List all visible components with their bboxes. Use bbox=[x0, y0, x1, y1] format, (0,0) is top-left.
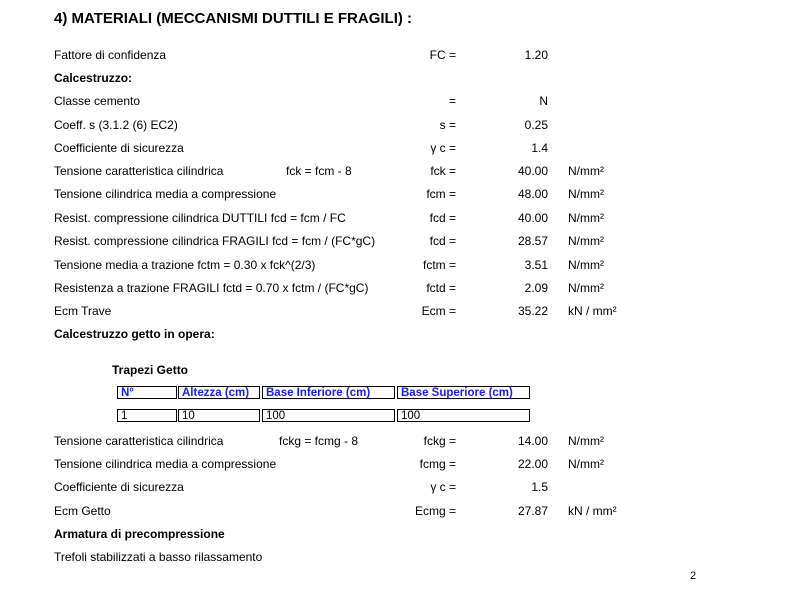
row-label: Classe cemento bbox=[54, 94, 141, 108]
row-symbol: γ c = bbox=[430, 141, 456, 155]
material-row bbox=[0, 433, 796, 449]
table-cell: 100 bbox=[262, 409, 395, 422]
table-cell: 100 bbox=[397, 409, 530, 422]
material-row bbox=[0, 117, 796, 133]
row-symbol: γ c = bbox=[430, 480, 456, 494]
table-header-cell: Base Inferiore (cm) bbox=[262, 386, 395, 399]
row-unit: N/mm² bbox=[568, 258, 604, 272]
row-value: 27.87 bbox=[517, 504, 548, 518]
row-value: 3.51 bbox=[524, 258, 548, 272]
row-value: 35.22 bbox=[517, 304, 548, 318]
row-unit: N/mm² bbox=[568, 457, 604, 471]
row-symbol: fck = bbox=[430, 164, 456, 178]
trapezi-title: Trapezi Getto bbox=[112, 363, 189, 377]
material-row bbox=[0, 549, 796, 565]
page-number: 2 bbox=[690, 570, 697, 582]
row-symbol: fckg = bbox=[423, 434, 456, 448]
row-value: 40.00 bbox=[517, 164, 548, 178]
row-value: 1.4 bbox=[531, 141, 548, 155]
row-value: 1.5 bbox=[531, 480, 548, 494]
row-formula: fck = fcm - 8 bbox=[286, 164, 352, 178]
table-header-cell: Base Superiore (cm) bbox=[397, 386, 530, 399]
row-unit: kN / mm² bbox=[568, 304, 617, 318]
row-unit: N/mm² bbox=[568, 281, 604, 295]
row-formula: fckg = fcmg - 8 bbox=[279, 434, 359, 448]
row-value: 40.00 bbox=[517, 211, 548, 225]
row-value: 2.09 bbox=[524, 281, 548, 295]
row-label: Resist. compressione cilindrica FRAGILI fcd = fcm / (FC*gC) bbox=[54, 234, 376, 248]
row-label: Tensione media a trazione fctm = 0.30 x fck^(2/3) bbox=[54, 258, 316, 272]
material-row bbox=[0, 526, 796, 542]
row-label: Coeff. s (3.1.2 (6) EC2) bbox=[54, 118, 178, 132]
material-row bbox=[0, 503, 796, 519]
row-value: 14.00 bbox=[517, 434, 548, 448]
row-symbol: Ecm = bbox=[421, 304, 456, 318]
row-label: Coefficiente di sicurezza bbox=[54, 480, 184, 494]
section-title: 4) MATERIALI (MECCANISMI DUTTILI E FRAGILI) : bbox=[54, 10, 413, 27]
table-header-cell: N° bbox=[117, 386, 177, 399]
material-row bbox=[0, 47, 796, 63]
row-symbol: fcd = bbox=[429, 211, 456, 225]
material-row bbox=[0, 186, 796, 202]
row-unit: N/mm² bbox=[568, 234, 604, 248]
row-symbol: = bbox=[448, 94, 456, 108]
row-symbol: s = bbox=[439, 118, 456, 132]
row-unit: N/mm² bbox=[568, 187, 604, 201]
material-row bbox=[0, 210, 796, 226]
row-label: Tensione caratteristica cilindrica bbox=[54, 164, 224, 178]
row-symbol: FC = bbox=[429, 48, 456, 62]
row-value: 48.00 bbox=[517, 187, 548, 201]
row-label: Coefficiente di sicurezza bbox=[54, 141, 184, 155]
row-value: N bbox=[539, 94, 548, 108]
row-unit: kN / mm² bbox=[568, 504, 617, 518]
row-value: 1.20 bbox=[524, 48, 548, 62]
row-label: Ecm Trave bbox=[54, 304, 112, 318]
row-label: Resistenza a trazione FRAGILI fctd = 0.70 x fctm / (FC*gC) bbox=[54, 281, 369, 295]
section-heading: Armatura di precompressione bbox=[54, 527, 225, 541]
row-label: Trefoli stabilizzati a basso rilassamento bbox=[54, 550, 263, 564]
row-symbol: fctd = bbox=[426, 281, 456, 295]
material-row bbox=[0, 140, 796, 156]
row-label: Fattore di confidenza bbox=[54, 48, 167, 62]
material-row bbox=[0, 70, 796, 86]
row-value: 22.00 bbox=[517, 457, 548, 471]
row-label: Tensione cilindrica media a compressione bbox=[54, 187, 277, 201]
material-row bbox=[0, 257, 796, 273]
row-label: Resist. compressione cilindrica DUTTILI fcd = fcm / FC bbox=[54, 211, 346, 225]
row-unit: N/mm² bbox=[568, 211, 604, 225]
table-cell: 1 bbox=[117, 409, 177, 422]
table-header-cell: Altezza (cm) bbox=[178, 386, 260, 399]
row-value: 0.25 bbox=[524, 118, 548, 132]
material-row bbox=[0, 456, 796, 472]
section-heading: Calcestruzzo: bbox=[54, 71, 133, 85]
row-symbol: fcd = bbox=[429, 234, 456, 248]
row-label: Ecm Getto bbox=[54, 504, 111, 518]
table-cell: 10 bbox=[178, 409, 260, 422]
row-symbol: Ecmg = bbox=[414, 504, 456, 518]
row-unit: N/mm² bbox=[568, 434, 604, 448]
row-unit: N/mm² bbox=[568, 164, 604, 178]
material-row bbox=[0, 479, 796, 495]
row-value: 28.57 bbox=[517, 234, 548, 248]
material-row bbox=[0, 93, 796, 109]
section-heading: Calcestruzzo getto in opera: bbox=[54, 327, 215, 341]
row-symbol: fctm = bbox=[422, 258, 456, 272]
material-row bbox=[0, 163, 796, 179]
material-row bbox=[0, 326, 796, 342]
material-row bbox=[0, 233, 796, 249]
row-symbol: fcm = bbox=[426, 187, 456, 201]
material-row bbox=[0, 303, 796, 319]
material-row bbox=[0, 280, 796, 296]
row-symbol: fcmg = bbox=[419, 457, 456, 471]
row-label: Tensione cilindrica media a compressione bbox=[54, 457, 277, 471]
row-label: Tensione caratteristica cilindrica bbox=[54, 434, 224, 448]
